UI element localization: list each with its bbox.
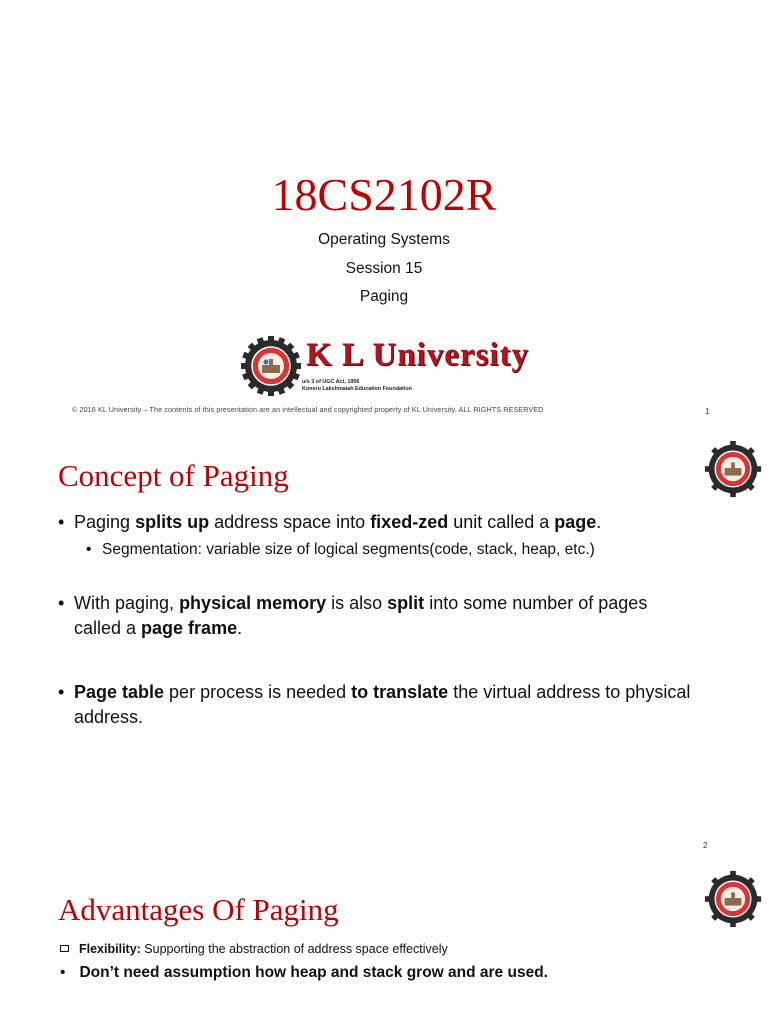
session-label: Session 15 xyxy=(345,260,423,277)
university-name: K L University xyxy=(306,337,530,373)
bullet-dot-icon: • xyxy=(86,541,92,558)
bullet-dot-icon: • xyxy=(58,593,65,613)
university-ugc-note: u/s 3 of UGC Act, 1956 xyxy=(302,379,360,385)
square-bullet-icon xyxy=(60,945,69,952)
page-number: 2 xyxy=(703,841,708,850)
advantage-no-assumption: • Don’t need assumption how heap and stack grow and are used. xyxy=(60,964,548,981)
bullet-dot-icon: • xyxy=(58,682,65,702)
university-foundation: Koneru Lakshmaiah Education Foundation xyxy=(302,386,412,392)
bullet-paging-splits: • Paging splits up address space into fixed-zed unit called a page. xyxy=(74,510,714,535)
copyright-notice: © 2016 KL University – The contents of this presentation are an intellectual and copyrighted property of KL University. ALL RIGHTS RESERVED xyxy=(72,405,544,414)
kl-university-seal-icon xyxy=(240,335,302,397)
slide-title: Advantages Of Paging xyxy=(58,892,339,927)
kl-seal-icon xyxy=(704,440,762,498)
slide-title: Concept of Paging xyxy=(58,458,289,493)
bullet-page-table: • Page table per process is needed to translate the virtual address to physical address. xyxy=(58,682,691,727)
advantage-flexibility: Flexibility: Supporting the abstraction of address space effectively xyxy=(60,942,448,956)
course-name: Operating Systems xyxy=(318,231,450,248)
course-code-title: 18CS2102R xyxy=(271,169,497,220)
bullet-physical-memory: • With paging, physical memory is also split into some number of pages called a page frame. xyxy=(58,593,648,638)
title-slide xyxy=(0,0,768,432)
page-number: 1 xyxy=(705,407,710,416)
bullet-dot-icon: • xyxy=(60,964,66,981)
advantages-slide xyxy=(0,864,768,1024)
bullet-dot-icon: • xyxy=(58,512,65,532)
kl-university-logo xyxy=(240,335,540,397)
sub-bullet-segmentation: • Segmentation: variable size of logical segments(code, stack, heap, etc.) xyxy=(102,537,702,562)
topic-label: Paging xyxy=(359,288,409,305)
concept-slide xyxy=(0,432,768,864)
kl-seal-icon xyxy=(704,870,762,928)
